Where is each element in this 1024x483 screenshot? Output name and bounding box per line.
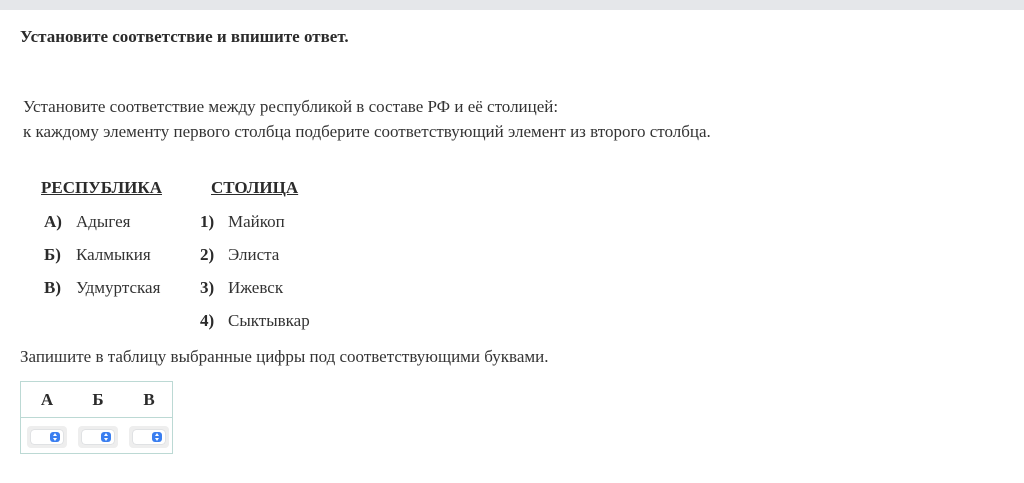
select-arrows-icon [101,432,111,442]
answer-select-b[interactable] [78,426,118,448]
table-divider [21,417,172,418]
question-text [23,94,711,144]
select-arrows-icon [50,432,60,442]
right-item-text: Майкоп [228,212,285,231]
left-item-marker: В) [44,278,61,297]
right-item-marker: 2) [200,245,215,264]
answer-header-b: Б [92,390,104,409]
right-column-header: СТОЛИЦА [211,178,299,197]
right-item-marker: 4) [200,311,215,330]
top-bar [0,0,1024,10]
answer-table [20,381,173,454]
left-item-marker: Б) [44,245,61,264]
select-arrows-icon [152,432,162,442]
right-item-text: Элиста [228,245,280,264]
task-title: Установите соответствие и впишите ответ. [20,27,349,46]
question-line-2: к каждому элементу первого столбца подберите соответствующий элемент из второго столбца. [23,122,711,141]
right-item-text: Сыктывкар [228,311,310,330]
question-line-1: Установите соответствие между республикой в составе РФ и её столицей: [23,97,559,116]
right-item-marker: 3) [200,278,215,297]
answer-header-a: А [40,390,54,409]
left-item-text: Калмыкия [76,245,151,264]
answer-header-v: В [143,390,155,409]
left-column-header: РЕСПУБЛИКА [41,178,163,197]
instruction-text: Запишите в таблицу выбранные цифры под соответствующими буквами. [20,347,549,366]
left-item-text: Адыгея [76,212,131,231]
answer-select-a[interactable] [27,426,67,448]
answer-select-v[interactable] [129,426,169,448]
right-item-text: Ижевск [228,278,284,297]
right-item-marker: 1) [200,212,215,231]
left-item-text: Удмуртская [76,278,161,297]
left-item-marker: А) [44,212,62,231]
